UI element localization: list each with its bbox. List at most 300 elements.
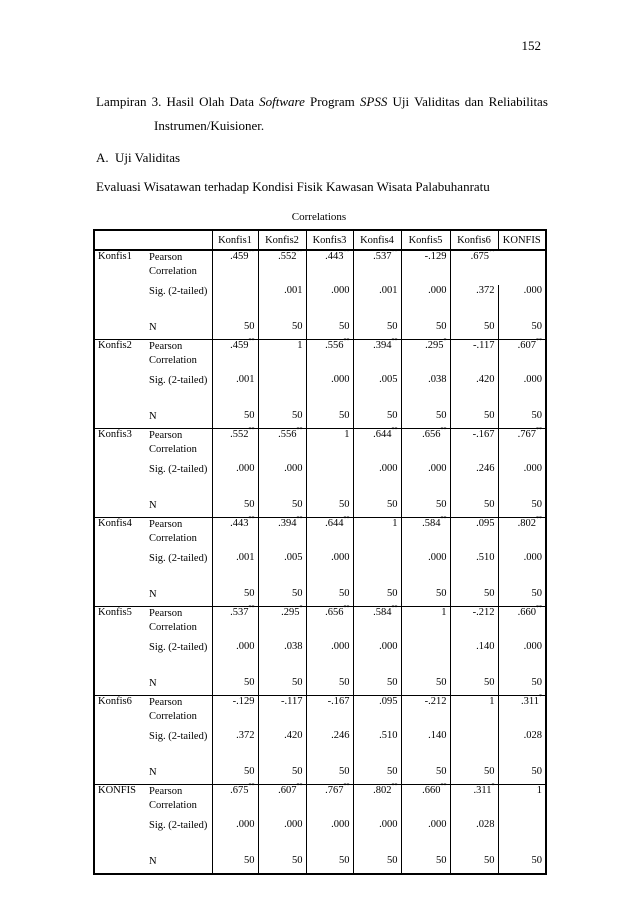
table-cell [306, 588, 353, 607]
cell-value: .420 [476, 374, 495, 385]
table-cell [258, 321, 306, 340]
table-cell [306, 463, 353, 499]
table-cell [353, 696, 401, 731]
table-row [94, 730, 546, 766]
cell-value: 1 [536, 785, 542, 796]
table-cell [212, 518, 258, 553]
cell-value: .394 [278, 518, 297, 529]
table-title: Correlations [291, 211, 347, 223]
table-cell [306, 785, 353, 820]
heading-word: Data [229, 94, 255, 109]
table-cell [306, 677, 353, 696]
table-cell [353, 855, 401, 874]
table-cell [212, 285, 258, 321]
table-cell [258, 607, 306, 642]
significance-mark: ** [343, 249, 350, 255]
row-variable-name: Konfis3 [94, 429, 146, 518]
significance-mark: ** [248, 427, 255, 433]
table-cell [212, 855, 258, 874]
cell-value: .000 [236, 641, 255, 652]
table-cell [353, 677, 401, 696]
cell-value: -.212 [472, 607, 495, 618]
table-cell [306, 518, 353, 553]
cell-value: 50 [244, 588, 255, 599]
cell-value: 50 [292, 410, 303, 421]
cell-value: 1 [297, 340, 303, 351]
cell-value: 50 [531, 499, 542, 510]
table-cell [306, 374, 353, 410]
significance-mark: * [539, 694, 542, 700]
table-row [94, 855, 546, 874]
cell-value: 50 [292, 766, 303, 777]
column-header: Konfis4 [353, 230, 401, 250]
cell-value: .767 [517, 429, 536, 440]
statistic-label: Sig. (2-tailed) [149, 553, 208, 564]
cell-value: .000 [428, 463, 447, 474]
row-variable-name: Konfis1 [94, 250, 146, 340]
cell-value: .000 [428, 552, 447, 563]
cell-value: 50 [292, 321, 303, 332]
heading-word: Reliabilitas [488, 94, 548, 109]
cell-value: .372 [236, 730, 255, 741]
cell-value: .584 [373, 607, 392, 618]
table-cell [258, 730, 306, 766]
significance-mark: ** [248, 338, 255, 344]
cell-value: 50 [531, 766, 542, 777]
table-subtitle: Evaluasi Wisatawan terhadap Kondisi Fisik Kawasan Wisata Palabuhanratu [96, 179, 490, 194]
table-row [94, 340, 546, 375]
table-cell [212, 785, 258, 820]
cell-value: 50 [244, 766, 255, 777]
cell-value: .607 [517, 340, 536, 351]
cell-value: .000 [523, 463, 542, 474]
column-header: Konfis1 [212, 230, 258, 250]
statistic-label: N [146, 677, 212, 696]
cell-value: 50 [531, 321, 542, 332]
table-cell [498, 429, 546, 464]
table-cell [258, 499, 306, 518]
table-row [94, 677, 546, 696]
header-blank-cell [94, 230, 212, 250]
cell-value: .644 [325, 518, 344, 529]
cell-value: .552 [278, 251, 297, 262]
statistic-label: Sig. (2-tailed) [149, 642, 208, 653]
cell-value: 50 [339, 677, 350, 688]
significance-mark: ** [343, 338, 350, 344]
table-cell [450, 499, 498, 518]
table-cell [212, 730, 258, 766]
heading-word: Uji [392, 94, 410, 109]
cell-value: .675 [470, 251, 489, 262]
table-cell [353, 819, 401, 855]
page-number: 152 [521, 38, 541, 53]
significance-mark: ** [391, 427, 398, 433]
column-header: KONFIS [498, 230, 546, 250]
cell-value: .000 [284, 463, 303, 474]
significance-mark: ** [248, 516, 255, 522]
statistic-label: N [146, 410, 212, 429]
table-cell [498, 766, 546, 785]
table-cell [306, 696, 353, 731]
table-row [94, 463, 546, 499]
table-cell [401, 499, 450, 518]
column-header: Konfis6 [450, 230, 498, 250]
table-cell [306, 321, 353, 340]
cell-value: 50 [244, 677, 255, 688]
table-cell [353, 607, 401, 642]
statistic-label: Pearson Correlation [149, 608, 197, 633]
table-cell [353, 518, 401, 553]
cell-value: .675 [230, 785, 249, 796]
table-row [94, 285, 546, 321]
cell-value: 50 [436, 766, 447, 777]
heading-word: dan [464, 94, 484, 109]
heading-word: Validitas [414, 94, 460, 109]
table-cell [353, 285, 401, 321]
statistic-label: Pearson Correlation [149, 430, 197, 455]
cell-value: .001 [284, 285, 303, 296]
cell-value: .660 [517, 607, 536, 618]
table-cell [450, 785, 498, 820]
cell-value: .000 [284, 819, 303, 830]
cell-value: .311 [473, 785, 492, 796]
column-header: Konfis2 [258, 230, 306, 250]
cell-value: 50 [339, 588, 350, 599]
table-cell [450, 321, 498, 340]
table-cell [258, 819, 306, 855]
cell-value: .095 [476, 518, 495, 529]
cell-value: .644 [373, 429, 392, 440]
cell-value: 50 [531, 677, 542, 688]
significance-mark: ** [296, 783, 303, 789]
cell-value: 50 [531, 410, 542, 421]
table-cell [450, 429, 498, 464]
statistic-label: Pearson Correlation [149, 252, 197, 277]
heading-word: Lampiran [96, 94, 147, 109]
significance-mark: ** [489, 249, 495, 255]
cell-value: 50 [387, 677, 398, 688]
table-cell [306, 552, 353, 588]
significance-mark: ** [391, 783, 398, 789]
statistic-label: Pearson Correlation [149, 786, 197, 811]
cell-value: .295 [281, 607, 300, 618]
cell-value: .140 [476, 641, 495, 652]
significance-mark: ** [343, 783, 350, 789]
correlations-table [93, 229, 547, 875]
table-row [94, 410, 546, 429]
cell-value: .000 [331, 374, 350, 385]
statistic-label: Sig. (2-tailed) [149, 286, 208, 297]
table-cell [450, 588, 498, 607]
cell-value: 50 [436, 499, 447, 510]
table-cell [401, 855, 450, 874]
cell-value: .556 [325, 340, 344, 351]
table-cell [401, 518, 450, 553]
cell-value: -.167 [472, 429, 495, 440]
significance-mark: ** [296, 516, 303, 522]
table-cell [212, 677, 258, 696]
table-body [94, 250, 546, 874]
table-cell [353, 429, 401, 464]
table-cell [401, 463, 450, 499]
table-cell [306, 641, 353, 677]
table-cell [450, 641, 498, 677]
table-row [94, 429, 546, 464]
table-row [94, 518, 546, 553]
cell-value: 50 [387, 766, 398, 777]
cell-value: 50 [292, 677, 303, 688]
cell-value: .394 [373, 340, 392, 351]
cell-value: .000 [379, 819, 398, 830]
cell-value: .802 [373, 785, 392, 796]
significance-mark: ** [536, 427, 542, 433]
significance-mark: ** [343, 605, 350, 611]
table-cell [306, 499, 353, 518]
table-cell [258, 463, 306, 499]
table-cell [306, 607, 353, 642]
cell-value: .000 [523, 374, 542, 385]
table-cell [212, 607, 258, 642]
significance-mark: ** [536, 338, 542, 344]
cell-value: 50 [339, 766, 350, 777]
statistic-label: Sig. (2-tailed) [149, 464, 208, 475]
table-cell [353, 374, 401, 410]
table-row [94, 499, 546, 518]
significance-mark: ** [391, 338, 398, 344]
table-cell [498, 285, 546, 321]
column-header: Konfis3 [306, 230, 353, 250]
significance-mark: ** [296, 249, 303, 255]
table-cell [450, 766, 498, 785]
statistic-label: Sig. (2-tailed) [149, 820, 208, 831]
table-cell [306, 855, 353, 874]
significance-mark: ** [391, 249, 398, 255]
cell-value: 50 [387, 321, 398, 332]
cell-value: .000 [523, 552, 542, 563]
appendix-heading [96, 92, 548, 136]
cell-value: .005 [379, 374, 398, 385]
table-cell [498, 677, 546, 696]
cell-value: 1 [344, 429, 350, 440]
table-cell [498, 374, 546, 410]
cell-value: 50 [484, 321, 495, 332]
table-row [94, 374, 546, 410]
table-cell [498, 730, 546, 766]
cell-value: 50 [339, 321, 350, 332]
table-cell [401, 285, 450, 321]
cell-value: .000 [331, 641, 350, 652]
row-variable-name: KONFIS [94, 785, 146, 875]
table-row [94, 696, 546, 731]
cell-value: .660 [422, 785, 441, 796]
cell-value: .001 [236, 374, 255, 385]
table-cell [450, 518, 498, 553]
table-cell [498, 855, 546, 874]
statistic-label: N [146, 855, 212, 874]
table-cell [258, 641, 306, 677]
cell-value: -.117 [281, 696, 303, 707]
table-cell [258, 588, 306, 607]
cell-value: .656 [325, 607, 344, 618]
table-cell [212, 588, 258, 607]
significance-mark: * [491, 783, 495, 789]
cell-value: .607 [278, 785, 297, 796]
table-cell [212, 410, 258, 429]
table-cell [306, 340, 353, 375]
cell-value: .038 [284, 641, 303, 652]
table-cell [306, 429, 353, 464]
cell-value: .000 [331, 819, 350, 830]
table-cell [498, 696, 546, 731]
table-cell [258, 250, 306, 285]
table-cell [353, 410, 401, 429]
cell-value: 50 [484, 499, 495, 510]
table-row [94, 552, 546, 588]
table-cell [498, 588, 546, 607]
table-cell [450, 855, 498, 874]
table-cell [401, 588, 450, 607]
cell-value: 50 [436, 410, 447, 421]
cell-value: -.212 [424, 696, 447, 707]
cell-value: .000 [379, 463, 398, 474]
table-cell [498, 463, 546, 499]
cell-value: 50 [531, 588, 542, 599]
table-cell [401, 321, 450, 340]
table-cell [212, 340, 258, 375]
cell-value: .295 [425, 340, 444, 351]
table-cell [401, 340, 450, 375]
table-cell [401, 429, 450, 464]
table-cell [401, 677, 450, 696]
table-cell [258, 374, 306, 410]
table-cell [498, 785, 546, 820]
table-cell [450, 463, 498, 499]
section-heading [96, 150, 180, 166]
table-row [94, 819, 546, 855]
table-cell [450, 552, 498, 588]
cell-value: .537 [230, 607, 249, 618]
cell-value: .140 [428, 730, 447, 741]
table-cell [306, 250, 353, 285]
heading-line-1 [96, 92, 548, 112]
table-cell [353, 641, 401, 677]
cell-value: -.129 [424, 251, 447, 262]
cell-value: 50 [244, 321, 255, 332]
cell-value: .095 [379, 696, 398, 707]
row-variable-name: Konfis5 [94, 607, 146, 696]
table-cell [401, 250, 450, 285]
table-cell [212, 819, 258, 855]
table-cell [306, 410, 353, 429]
table-cell [450, 696, 498, 731]
table-cell [401, 552, 450, 588]
table-cell [258, 785, 306, 820]
table-header-row [94, 230, 546, 250]
table-row [94, 588, 546, 607]
cell-value: .510 [379, 730, 398, 741]
section-title: Uji Validitas [115, 150, 181, 165]
significance-mark: ** [440, 427, 447, 433]
cell-value: 1 [441, 607, 447, 618]
cell-value: 50 [484, 588, 495, 599]
cell-value: 50 [244, 855, 255, 866]
significance-mark: ** [248, 605, 255, 611]
cell-value: .000 [428, 819, 447, 830]
table-cell [401, 819, 450, 855]
table-cell [450, 285, 498, 321]
table-cell [258, 677, 306, 696]
cell-value: 50 [484, 677, 495, 688]
significance-mark: * [299, 605, 303, 611]
cell-value: .028 [523, 730, 542, 741]
table-cell [258, 855, 306, 874]
table-cell [212, 374, 258, 410]
cell-value: .584 [422, 518, 441, 529]
table-cell [306, 819, 353, 855]
table-cell [498, 819, 546, 855]
cell-value: .556 [278, 429, 297, 440]
cell-value: .005 [284, 552, 303, 563]
table-cell [212, 321, 258, 340]
significance-mark: ** [248, 249, 255, 255]
significance-mark: ** [440, 516, 447, 522]
table-cell [401, 410, 450, 429]
significance-mark: ** [440, 783, 447, 789]
cell-value: 50 [531, 855, 542, 866]
table-cell [353, 321, 401, 340]
cell-value: .000 [331, 285, 350, 296]
table-cell [353, 463, 401, 499]
cell-value: .246 [476, 463, 495, 474]
table-row [94, 785, 546, 820]
significance-mark: ** [536, 605, 542, 611]
cell-value: .459 [230, 251, 249, 262]
cell-value: .311 [521, 696, 539, 707]
heading-word: Olah [199, 94, 225, 109]
table-cell [498, 518, 546, 553]
cell-value: 50 [292, 499, 303, 510]
cell-value: .000 [331, 552, 350, 563]
significance-mark: ** [536, 516, 542, 522]
statistic-label: N [146, 321, 212, 340]
row-variable-name: Konfis4 [94, 518, 146, 607]
cell-value: .459 [230, 340, 249, 351]
significance-mark: ** [296, 427, 303, 433]
row-variable-name: Konfis2 [94, 340, 146, 429]
cell-value: .246 [331, 730, 350, 741]
statistic-label: Pearson Correlation [149, 341, 197, 366]
table-cell [258, 766, 306, 785]
table-cell [353, 588, 401, 607]
cell-value: .001 [236, 552, 255, 563]
cell-value: .001 [379, 285, 398, 296]
cell-value: 50 [244, 410, 255, 421]
heading-word: SPSS [359, 94, 388, 109]
column-header: Konfis5 [401, 230, 450, 250]
cell-value: 50 [484, 855, 495, 866]
table-cell [212, 250, 258, 285]
statistic-label: Sig. (2-tailed) [149, 731, 208, 742]
cell-value: 50 [387, 499, 398, 510]
cell-value: .028 [476, 819, 495, 830]
table-cell [353, 785, 401, 820]
table-cell [450, 410, 498, 429]
cell-value: 50 [436, 677, 447, 688]
table-cell [401, 730, 450, 766]
table-cell [353, 499, 401, 518]
table-cell [498, 641, 546, 677]
table-cell [258, 340, 306, 375]
